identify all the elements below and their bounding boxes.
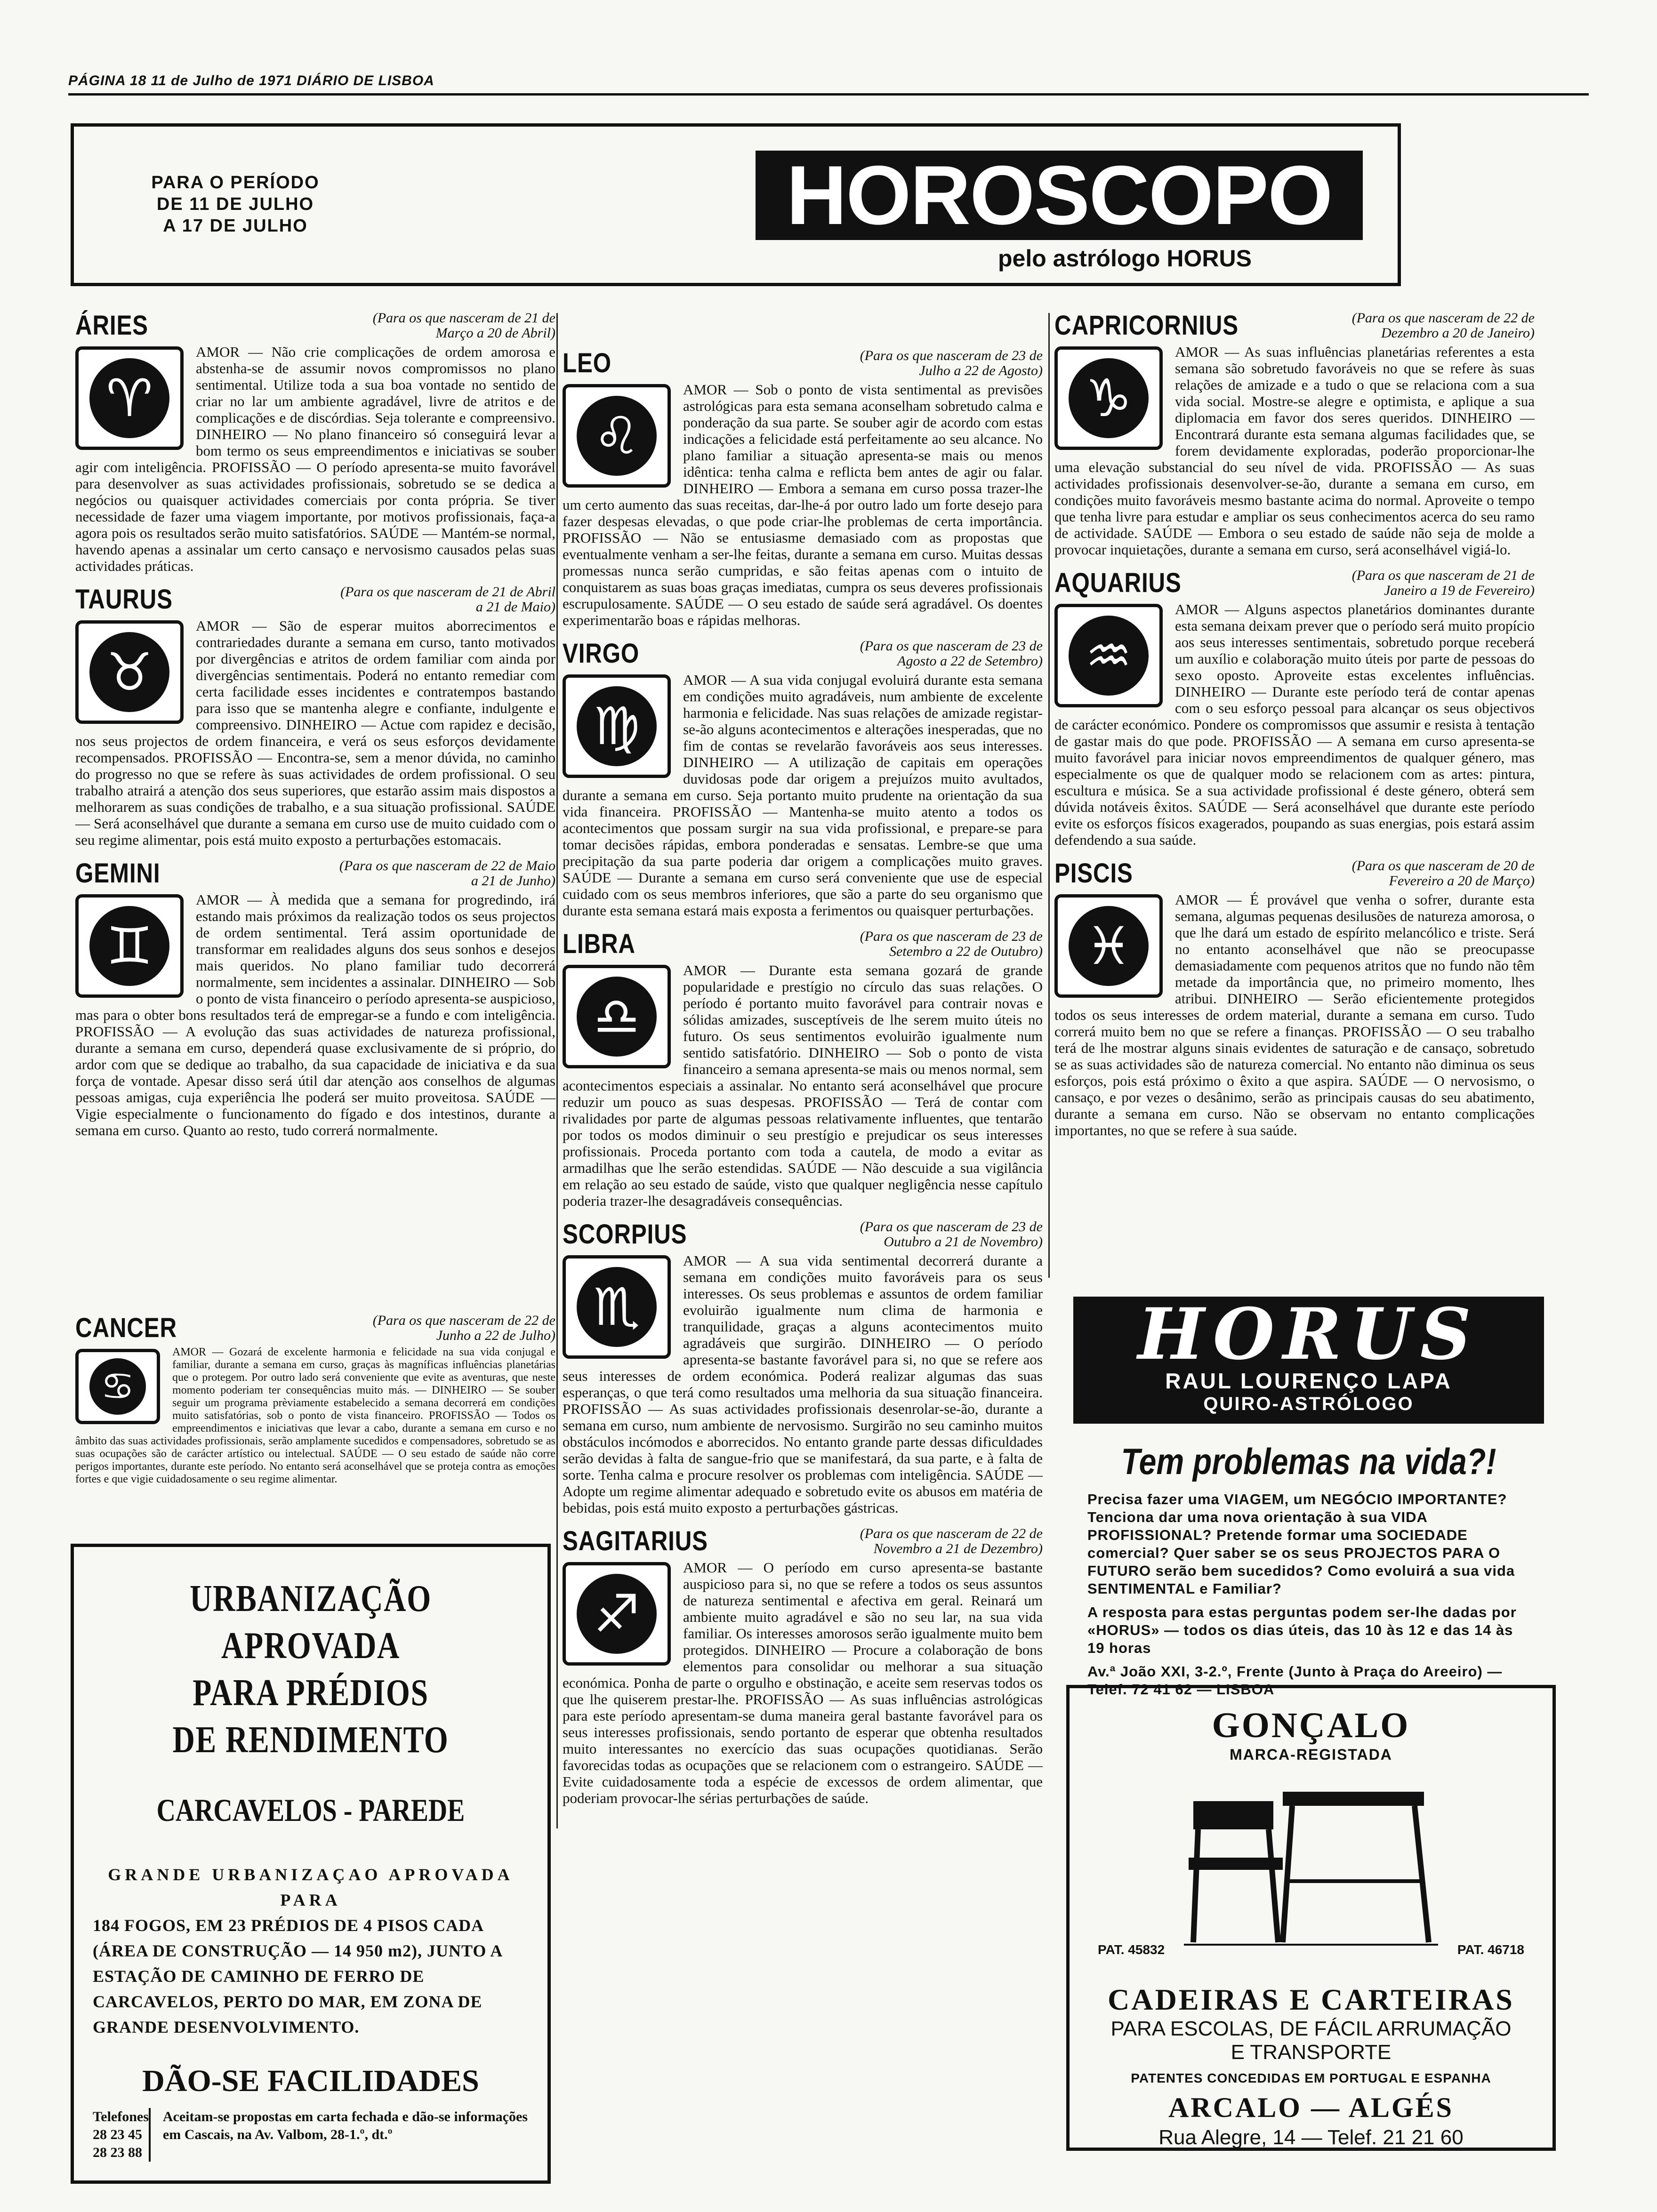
period-text: [137, 172, 334, 237]
sign-text: AMOR — Alguns aspectos planetários dominantes durante esta semana deixam prever que o período será muito propício aos seus interesses sentimentais, sobretudo porque receberá um auxílio e colaboração muito úteis por parte de pessoas do sexo oposto. Aproveite estas excelentes influências. DINHEIRO — Durante este período terá de contar apenas com o seu esforço pessoal para alcançar os seus objectivos de carácter económico. Pondere os compromissos que assumir e resista à tentação de gastar mais do que pode. PROFISSÃO — A semana em curso apresenta-se muito favorável para iniciar novos empreendimentos de qualquer género, mas especialmente os que de qualquer modo se relacionem com as artes: pintura, escultura e música. Se a sua actividade profissional é deste género, obterá sem dúvida notáveis êxitos. SAÚDE — Será aconselhável que durante este período evite os esforços físicos exagerados, poupando as suas energias, pois estará assim defendendo a sua saúde.: [1054, 601, 1535, 848]
ad-lead-title: GRANDE URBANIZAÇAO APROVADA PARA: [108, 1865, 514, 1909]
patent-right: PAT. 46718: [1457, 1942, 1524, 1957]
sign-text: AMOR — A sua vida sentimental decorrerá durante a semana em condições muito favoráveis para os seus interesses. Os seus problemas e assuntos de ordem familiar evoluirão igualmente num clima de harmonia e tranquilidade, graças a alguns acontecimentos muito agradáveis que surgirão. DINHEIRO — O período apresenta-se bastante favorável para si, no que se refere aos seus interesses de ordem económica. Poderá realizar algumas das suas esperanças, o que terá como resultados uma melhoria da sua situação financeira. PROFISSÃO — As suas actividades profissionais desenrolar-se-ão, durante a semana em curso, num ambiente de nervosismo. Surgirão no seu caminho muitos obstáculos incómodos e aborrecidos. No entanto grande parte dessas dificuldades serão devidas à falta de sangue-frio que se manifestará, da sua parte, e à falta de sorte. Tenha calma e procure resolver os problemas com inteligência. SAÚDE — Adopte um regime alimentar adequado e sobretudo evite os abusos em matéria de bebidas, pois está muito exposto a perturbações gástricas.: [563, 1252, 1043, 1516]
sign-name: CANCER: [75, 1313, 177, 1343]
scorpius-symbol-icon: [563, 1255, 671, 1359]
column-2: [563, 348, 1043, 1817]
sign-leo: [563, 348, 1043, 628]
sign-taurus: [75, 585, 555, 848]
sign-gemini: [75, 858, 555, 1138]
sign-dates: (Para os que nasceram de 22 de Dezembro a 20 de Janeiro): [1351, 310, 1535, 341]
aquarius-symbol-icon: [1054, 604, 1163, 707]
ad-place: CARCAVELOS - PAREDE: [156, 1792, 465, 1828]
column-1-lower: [75, 1313, 555, 1496]
sign-aquarius: [1054, 568, 1535, 848]
cancer-symbol-icon: [75, 1349, 160, 1424]
goncalo-ad: [1066, 1685, 1556, 2151]
sagitarius-glyph: ♐: [577, 1574, 657, 1654]
goncalo-tagline: CADEIRAS E CARTEIRAS: [1108, 1983, 1514, 2016]
sign-capricornius: [1054, 311, 1535, 558]
horus-role: QUIRO-ASTRÓLOGO: [1203, 1394, 1414, 1414]
horus-logo: HORUS: [1137, 1293, 1480, 1376]
piscis-symbol-icon: [1054, 894, 1163, 998]
gemini-glyph: ♊: [89, 906, 169, 986]
sign-dates: (Para os que nasceram de 23 de Setembro a 22 de Outubro): [860, 929, 1043, 959]
sign-sagitarius: [563, 1526, 1043, 1806]
sign-dates: (Para os que nasceram de 23 de Julho a 22 de Agosto): [860, 348, 1043, 378]
urbanizacao-ad: [71, 1544, 551, 2184]
period-line-1: PARA O PERÍODO: [151, 173, 320, 192]
taurus-symbol-icon: [75, 620, 184, 724]
ad-phones: [93, 2108, 151, 2162]
goncalo-patents: PATENTES CONCEDIDAS EM PORTUGAL E ESPANHA: [1131, 2071, 1491, 2085]
goncalo-tagline-2: PARA ESCOLAS, DE FÁCIL ARRUMAÇÃO: [1110, 2017, 1512, 2040]
ad-headline-line-1: URBANIZAÇÃO APROVADA: [190, 1578, 432, 1667]
period-line-2: DE 11 DE JULHO: [156, 194, 314, 214]
virgo-glyph: ♍: [577, 686, 657, 766]
school-desk-chair-icon: [1165, 1773, 1457, 1952]
piscis-glyph: ♓: [1069, 906, 1149, 986]
sign-virgo: [563, 639, 1043, 919]
sign-text: AMOR — À medida que a semana for progredindo, irá estando mais próximos da realização todos os seus projectos de ordem sentimental. Terá assim oportunidade de transformar em realidades alguns dos seus sonhos e desejos mais queridos. No plano familiar tudo decorrerá normalmente, sem incidentes a assinalar. DINHEIRO — Sob o ponto de vista financeiro o período apresenta-se auspicioso, mas para o obter bons resultados terá de empregar-se a fundo e com inteligência. PROFISSÃO — A evolução das suas actividades de natureza profissional, durante a semana em curso, dependerá quase exclusivamente de si próprio, do ardor com que se dedique ao trabalho, da sua capacidade de iniciativa e da sua força de vontade. Apesar disso será útil dar atenção aos conselhos de algumas pessoas amigas, cuja experiência lhe poderá ser muito proveitosa. SAÚDE — Vigie especialmente o funcionamento do fígado e dos intestinos, durante a semana em curso. Quanto ao resto, tudo correrá normalmente.: [75, 891, 555, 1138]
sign-name: PISCIS: [1054, 858, 1133, 889]
goncalo-registered: MARCA-REGISTADA: [1230, 1746, 1392, 1763]
column-1: [75, 311, 555, 1149]
goncalo-brand: GONÇALO: [1212, 1706, 1410, 1745]
taurus-glyph: ♉: [89, 632, 169, 712]
ad-headline: [117, 1575, 505, 1763]
sign-libra: [563, 929, 1043, 1209]
goncalo-company: ARCALO — ALGÉS: [1168, 2092, 1454, 2123]
sign-aries: [75, 311, 555, 574]
sign-dates: (Para os que nasceram de 22 de Junho a 22 de Julho): [372, 1313, 555, 1343]
sign-text: AMOR — Sob o ponto de vista sentimental as previsões astrológicas para esta semana aconselham sobretudo calma e ponderação da sua parte. Se souber agir de acordo com estas indicações a felicidade está perfeitamente ao seu alcance. No plano familiar a situação apresenta-se mais ou menos idêntica: tenha calma e reflicta bem antes de agir ou falar. DINHEIRO — Embora a semana em curso possa trazer-lhe um certo aumento das suas receitas, dar-lhe-á por outro lado um forte desejo para fazer despesas elevadas, o que pode criar-lhe problemas de certa importância. PROFISSÃO — Não se entusiasme demasiado com as propostas que eventualmente venham a ser-lhe feitas, durante a semana em curso. Muitas dessas promessas nunca serão cumpridas, e são feitas apenas com o intuito de conquistarem as suas boas graças imediatas, cumpra os seus deveres profissionais escrupulosamente. SAÚDE — O seu estado de saúde será agradável. Os doentes experimentarão boas e rápidas melhoras.: [563, 381, 1043, 628]
virgo-symbol-icon: [563, 674, 671, 778]
sign-cancer: [75, 1313, 555, 1486]
sign-dates: (Para os que nasceram de 21 de Março a 20 de Abril): [372, 310, 555, 341]
ad-note: Aceitam-se propostas em carta fechada e dão-se informações em Cascais, na Av. Valbom, 28-1.º, dt.º: [162, 2109, 528, 2142]
horus-question: Tem problemas na vida?!: [1121, 1441, 1496, 1482]
goncalo-address: Rua Alegre, 14 — Telef. 21 21 60: [1158, 2126, 1464, 2149]
sign-dates: (Para os que nasceram de 22 de Novembro a 21 de Dezembro): [860, 1526, 1043, 1556]
phones-label: Telefones: [93, 2109, 149, 2124]
horus-name: RAUL LOURENÇO LAPA: [1165, 1369, 1452, 1393]
ad-lead-text: 184 FOGOS, EM 23 PRÉDIOS DE 4 PISOS CADA (ÁREA DE CONSTRUÇÃO — 14 950 m2), JUNTO A ESTAÇÃO DE CAMINHO DE FERRO DE CARCAVELOS, PERTO DO MAR, EM ZONA DE GRANDE DESENVOLVIMENTO.: [93, 1916, 502, 2036]
period-line-3: A 17 DE JULHO: [163, 216, 308, 236]
horus-address: Av.ª João XXI, 3-2.º, Frente (Junto à Praça do Areeiro) — Telef. 72 41 62 — LISBOA: [1087, 1663, 1503, 1698]
horus-paragraph-2: A resposta para estas perguntas podem ser-lhe dadas por «HORUS» — todos os dias úteis, das 10 às 12 e das 14 às 19 horas: [1087, 1604, 1517, 1656]
sign-dates: (Para os que nasceram de 20 de Fevereiro a 20 de Março): [1351, 858, 1535, 889]
libra-glyph: ♎: [577, 977, 657, 1057]
ad-offer: DÃO-SE FACILIDADES: [142, 2064, 479, 2098]
sign-text: AMOR — É provável que venha o sofrer, durante esta semana, algumas pequenas desilusões de natureza amorosa, o que lhe dará um estado de espírito melancólico e triste. Será no entanto aconselhável que não se preocupasse demasiadamente com pequenos atritos que no fundo não têm metade da importância que, no primeiro momento, lhes atribui. DINHEIRO — Serão eficientemente protegidos todos os seus interesses de ordem material, durante a semana em curso. Tudo correrá muito bem no que se refere a finanças. PROFISSÃO — O seu trabalho terá de lhe mostrar alguns sinais evidentes de saturação e de cansaço, sobretudo se as suas actividades são de natureza comercial. No entanto não diminua os seus esforços, pois está próximo o êxito a que aspira. SAÚDE — O nervosismo, o cansaço, e por vezes o desânimo, serão as principais causas do seu abatimento, durante a semana em curso. Não se observam no entanto complicações importantes, no que se refere à sua saúde.: [1054, 891, 1535, 1138]
horus-paragraph-1: Precisa fazer uma VIAGEM, um NEGÓCIO IMPORTANTE? Tenciona dar uma nova orientação à sua VIDA PROFISSIONAL? Pretende formar uma SOCIEDADE comercial? Quer saber se os seus PROJECTOS PARA O FUTURO serão bem sucedidos? Como evoluirá a sua vida SENTIMENTAL e Familiar?: [1087, 1491, 1515, 1597]
aries-symbol-icon: [75, 346, 184, 450]
sign-dates: (Para os que nasceram de 23 de Outubro a 21 de Novembro): [860, 1219, 1043, 1250]
sign-dates: (Para os que nasceram de 21 de Abril a 21 de Maio): [340, 584, 555, 615]
scorpius-glyph: ♏: [577, 1267, 657, 1347]
sign-name: VIRGO: [563, 638, 640, 669]
sign-text: AMOR — Não crie complicações de ordem amorosa e abstenha-se de assumir novos compromissos no plano sentimental. Utilize toda a sua boa vontade no sentido de criar no lar um ambiente agradável, livre de atritos e de complicações e de discórdias. Seja tolerante e compreensivo. DINHEIRO — No plano financeiro só conseguirá levar a bom termo os seus empreendimentos e iniciativas se souber agir com inteligência. PROFISSÃO — O período apresenta-se muito favorável para desenvolver as suas actividades profissionais, sobretudo se se dedica a negócios ou quaisquer actividades comerciais por conta própria. Se tiver necessidade de fazer uma viagem importante, por motivos profissionais, faça-a agora pois os resultados serão muito satisfatórios. SAÚDE — Mantém-se normal, havendo apenas a assinalar um certo cansaço e nervosismo causados pelas suas actividades práticas.: [75, 344, 555, 574]
sign-text: AMOR — Gozará de excelente harmonia e felicidade na sua vida conjugal e familiar, durante a semana em curso, graças às magníficas influências planetárias que o protegem. Por outro lado será conveniente que evite as aventuras, que neste momento poderiam ter consequências muito más. — DINHEIRO — Se souber seguir um programa prèviamente estabelecido a semana decorrerá em condições muito satisfatórias, sob o ponto de vista financeiro. PROFISSÃO — Todos os empreendimentos e iniciativas que levar a cabo, durante a semana em curso e no âmbito das suas actividades profissionais, serão amplamente sucedidos e compensadores, sobretudo se as suas ocupações são de carácter artístico ou intelectual. SAÚDE — O seu estado de saúde não corre perigos importantes, durante este período. No entanto será aconselhável que se proteja contra as emoções fortes e que vigie cuidadosamente o seu regime alimentar.: [75, 1346, 555, 1485]
column-rule-1: [556, 313, 558, 1828]
sign-name: LEO: [563, 348, 611, 378]
sign-scorpius: [563, 1219, 1043, 1516]
byline: pelo astrólogo HORUS: [998, 245, 1252, 272]
folio-rule: [68, 93, 1589, 96]
sign-text: AMOR — O período em curso apresenta-se bastante auspicioso para si, no que se refere a todos os seus assuntos de natureza sentimental e afectiva em geral. Reinará um ambiente muito agradável e são no seu lar, na sua vida familiar. Os interesses amorosos serão igualmente muito bem protegidos. DINHEIRO — Procure a colaboração de bons elementos para consolidar ou melhorar a sua situação económica. Ponha de parte o orgulho e obstinação, e aceite sem reservas todos os que lhe quiserem prestar-lhe. PROFISSÃO — As suas influências astrológicas para este período apresentam-se duma maneira geral bastante favorável para os seus interesses profissionais, sendo portanto de esperar que obtenha resultados muito interessantes no exercício das suas ocupações quotidianas. Serão favorecidas todas as ocupações que se relacionem com o estrangeiro. SAÚDE — Evite cuidadosamente toda a espécie de excessos de ordem alimentar, que poderiam provocar-lhe sérias perturbações de saúde.: [563, 1559, 1043, 1806]
ad-headline-line-2: PARA PRÉDIOS: [193, 1672, 429, 1714]
sign-name: AQUARIUS: [1054, 568, 1182, 598]
sign-text: AMOR — As suas influências planetárias referentes a esta semana são sobretudo favoráveis no que se refere às suas relações de amizade e a tudo o que se relaciona com a sua vida social. Mostre-se alegre e optimista, e aplique a sua diplomacia em favor dos seres queridos. DINHEIRO — Encontrará durante esta semana algumas facilidades que, se forem devidamente exploradas, poderão proporcionar-lhe uma elevação substancial do seu nível de vida. PROFISSÃO — As suas actividades profissionais desenvolver-se-ão, durante a semana em curso, em condições muito favoráveis mesmo bastante acima do normal. Aproveite o tempo que tenha livre para estudar e ampliar os seus conhecimentos acerca do seu ramo de actividade. SAÚDE — Embora o seu estado de saúde não seja de molde a provocar inquietações, durante a semana em curso, será aconselhável vigiá-lo.: [1054, 344, 1535, 558]
sign-dates: (Para os que nasceram de 22 de Maio a 21 de Junho): [339, 858, 555, 889]
capricornius-symbol-icon: [1054, 346, 1163, 450]
aquarius-glyph: ♒: [1069, 616, 1149, 696]
page-folio: PÁGINA 18 11 de Julho de 1971 DIÁRIO DE LISBOA: [68, 73, 434, 88]
sign-name: LIBRA: [563, 929, 635, 959]
column-rule-2: [1048, 313, 1050, 1278]
sign-name: SAGITARIUS: [563, 1526, 708, 1556]
sign-name: TAURUS: [75, 584, 173, 615]
horus-ad-text: [1069, 1438, 1549, 1699]
sign-name: SCORPIUS: [563, 1219, 687, 1250]
page-title: HOROSCOPO: [756, 151, 1363, 240]
capricornius-glyph: ♑: [1069, 358, 1149, 438]
sign-name: ÁRIES: [75, 310, 148, 341]
sign-name: GEMINI: [75, 858, 161, 889]
sign-dates: (Para os que nasceram de 23 de Agosto a 22 de Setembro): [860, 638, 1043, 669]
horus-banner: [1073, 1293, 1544, 1424]
patent-left: PAT. 45832: [1098, 1942, 1165, 1957]
sign-piscis: [1054, 858, 1535, 1138]
libra-symbol-icon: [563, 965, 671, 1068]
sagitarius-symbol-icon: [563, 1562, 671, 1666]
column-3: [1054, 311, 1535, 1149]
cancer-glyph: ♋: [89, 1358, 146, 1415]
leo-glyph: ♌: [577, 396, 657, 476]
phone-number: 28 23 88: [93, 2145, 142, 2160]
sign-dates: (Para os que nasceram de 21 de Janeiro a 19 de Fevereiro): [1351, 568, 1535, 598]
ad-lead: [93, 1862, 529, 2040]
phone-number: 28 23 45: [93, 2127, 142, 2142]
sign-text: AMOR — Durante esta semana gozará de grande popularidade e prestígio no círculo das suas relações. O período é portanto muito favorável para contrair novas e sólidas amizades, susceptíveis de lhe serem muito úteis no futuro. Os seus sentimentos evoluirão igualmente num sentido satisfatório. DINHEIRO — Sob o ponto de vista financeiro a semana apresenta-se mais ou menos normal, sem acontecimentos especiais a assinalar. No entanto será aconselhável que procure reduzir um pouco as suas despesas. PROFISSÃO — Terá de contar com rivalidades por parte de algumas pessoas relativamente influentes, que tentarão por todos os modos diminuir o seu prestígio e prejudicar os seus interesses profissionais. Proceda portanto com toda a cautela, de modo a evitar as armadilhas que lhe serão estendidas. SAÚDE — Não descuide a sua vigilância em relação ao seu estado de saúde, visto que qualquer negligência nesse capítulo poderia trazer-lhe desagradáveis consequências.: [563, 962, 1043, 1209]
ad-headline-line-3: DE RENDIMENTO: [172, 1719, 449, 1761]
leo-symbol-icon: [563, 384, 671, 488]
gemini-symbol-icon: [75, 894, 184, 998]
sign-name: CAPRICORNIUS: [1054, 310, 1239, 341]
goncalo-tagline-3: E TRANSPORTE: [1231, 2041, 1392, 2064]
sign-text: AMOR — A sua vida conjugal evoluirá durante esta semana em condições muito agradáveis, num ambiente de excelente harmonia e felicidade. Nas suas relações de amizade registar-se-ão alguns acontecimentos e alterações inesperadas, que no fim de contas se revelarão favoráveis aos seus interesses. DINHEIRO — A utilização de capitais em operações duvidosas pode dar origem a prejuízos muito avultados, durante a semana em curso. Seja portanto muito prudente na orientação da sua vida financeira. PROFISSÃO — Mantenha-se muito atento a todos os acontecimentos que possam surgir na sua vida profissional, e prepare-se para tomar decisões rápidas, embora ponderadas e sensatas. Lembre-se que uma precipitação da sua parte poderia dar origem a complicações muito graves. SAÚDE — Durante a semana em curso será conveniente que use de especial cuidado com os seus membros inferiores, que são a parte do seu organismo que durante esta semana estará mais exposta a ferimentos ou quaisquer perturbações.: [563, 672, 1043, 919]
aries-glyph: ♈: [89, 358, 169, 438]
ad-footer: [93, 2108, 529, 2162]
sign-text: AMOR — São de esperar muitos aborrecimentos e contrariedades durante a semana em curso, tanto motivados por divergências e atritos de ordem familiar com ainda por divergências sentimentais. Poderá no entanto remediar com certa facilidade esses incidentes e contratempos bastando para isso que se mantenha alegre e confiante, indulgente e compreensivo. DINHEIRO — Actue com rapidez e decisão, nos seus projectos de ordem financeira, e verá os seus esforços devidamente recompensados. PROFISSÃO — Encontra-se, sem a menor dúvida, no caminho do progresso no que se refere às suas actividades de ordem profissional. O seu trabalho atrairá a atenção dos seus superiores, que estarão assim mais dispostos a melhorarem as suas condições de trabalho, e a sua situação profissional. SAÚDE — Será aconselhável que durante a semana em curso use de muito cuidado com o seu regime alimentar, pois está muito exposto a perturbações estomacais.: [75, 617, 555, 848]
